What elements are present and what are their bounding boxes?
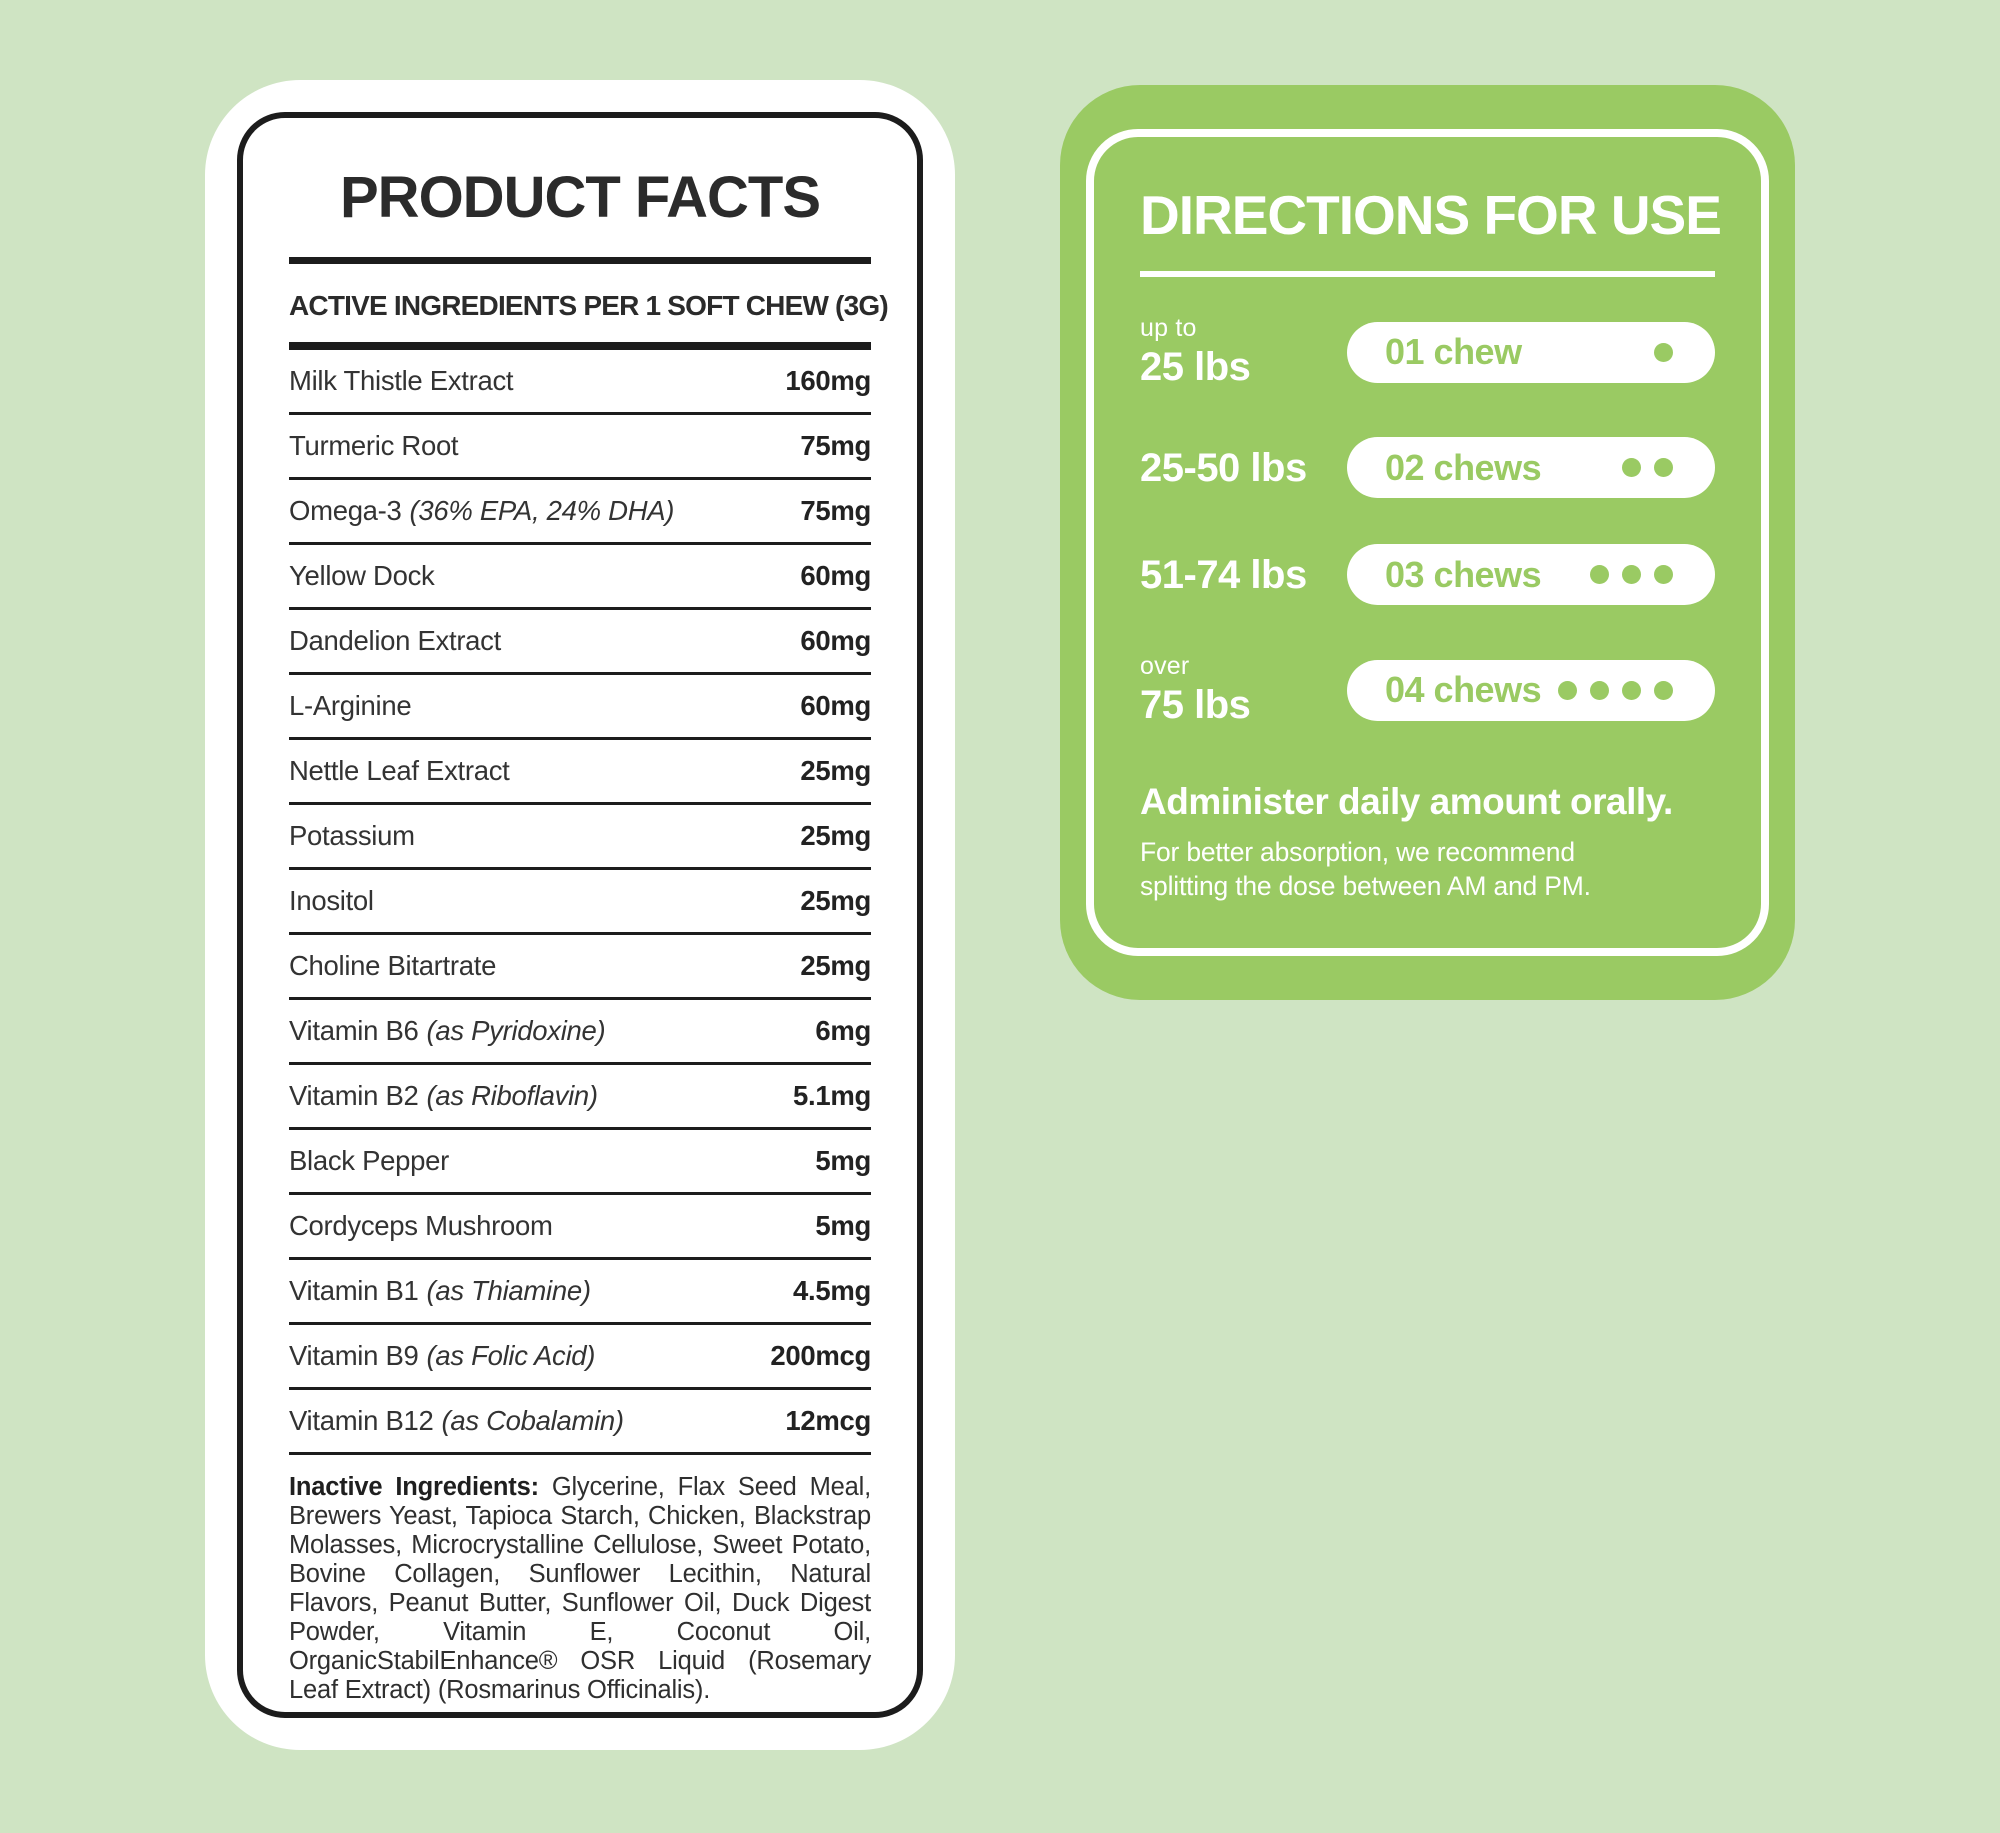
ingredient-amount: 4.5mg xyxy=(793,1275,871,1306)
ingredient-amount: 25mg xyxy=(800,950,871,981)
ingredient-amount: 25mg xyxy=(800,885,871,916)
ingredient-name: Omega-3 (36% EPA, 24% DHA) xyxy=(289,495,675,526)
ingredient-row xyxy=(289,545,871,610)
dosage-rows xyxy=(1140,313,1715,729)
ingredient-row xyxy=(289,480,871,545)
ingredient-amount: 25mg xyxy=(800,820,871,851)
ingredient-row xyxy=(289,870,871,935)
ingredient-amount: 6mg xyxy=(815,1015,871,1046)
ingredient-row xyxy=(289,1130,871,1195)
ingredient-row xyxy=(289,1065,871,1130)
chew-dot xyxy=(1622,458,1641,477)
ingredient-note: (as Riboflavin) xyxy=(426,1080,598,1111)
dosage-row xyxy=(1140,651,1715,729)
ingredient-row xyxy=(289,350,871,415)
inactive-ingredients xyxy=(289,1473,871,1705)
administer-heading: Administer daily amount orally. xyxy=(1140,781,1673,822)
ingredient-amount: 25mg xyxy=(800,755,871,786)
ingredient-row xyxy=(289,935,871,1000)
weight-label xyxy=(1140,444,1307,492)
ingredient-note: (as Folic Acid) xyxy=(426,1340,596,1371)
ingredient-name: Vitamin B9 (as Folic Acid) xyxy=(289,1340,596,1371)
dosage-row xyxy=(1140,544,1715,605)
ingredient-name: Black Pepper xyxy=(289,1145,449,1176)
dose-pill xyxy=(1347,437,1715,498)
weight-label xyxy=(1140,551,1307,599)
dose-pill xyxy=(1347,544,1715,605)
dose-pill xyxy=(1347,660,1715,721)
ingredient-name: Inositol xyxy=(289,885,374,916)
weight-value: 25 lbs xyxy=(1140,345,1251,389)
ingredient-row xyxy=(289,1390,871,1455)
dose-dots xyxy=(1558,681,1673,700)
ingredient-row xyxy=(289,1195,871,1260)
dose-label: 02 chews xyxy=(1385,446,1542,488)
chew-dot xyxy=(1558,681,1577,700)
ingredient-row xyxy=(289,610,871,675)
ingredient-name: Yellow Dock xyxy=(289,560,435,591)
dose-label: 04 chews xyxy=(1385,669,1542,710)
directions-title: DIRECTIONS FOR USE xyxy=(1140,184,1721,246)
weight-label xyxy=(1140,313,1250,391)
ingredient-row xyxy=(289,415,871,480)
ingredient-row xyxy=(289,1325,871,1390)
chew-dot xyxy=(1590,565,1609,584)
ingredient-name: Choline Bitartrate xyxy=(289,950,497,981)
ingredient-row xyxy=(289,740,871,805)
active-ingredients-heading: ACTIVE INGREDIENTS PER 1 SOFT CHEW (3G) xyxy=(289,290,888,321)
ingredient-name: Vitamin B12 (as Cobalamin) xyxy=(289,1405,624,1436)
ingredient-name: Dandelion Extract xyxy=(289,625,501,656)
ingredient-amount: 75mg xyxy=(800,430,871,461)
ingredient-name: Milk Thistle Extract xyxy=(289,365,514,396)
product-facts-card xyxy=(205,80,955,1750)
ingredient-amount: 12mcg xyxy=(785,1405,871,1436)
ingredient-amount: 60mg xyxy=(800,560,871,591)
ingredient-row xyxy=(289,805,871,870)
ingredient-row xyxy=(289,675,871,740)
dosage-row xyxy=(1140,437,1715,498)
directions-title-divider xyxy=(1140,271,1715,277)
dose-pill xyxy=(1347,322,1715,383)
dosage-row xyxy=(1140,313,1715,391)
ingredient-row xyxy=(289,1260,871,1325)
product-facts-title: PRODUCT FACTS xyxy=(340,165,820,230)
chew-dot xyxy=(1622,681,1641,700)
ingredient-name: Vitamin B2 (as Riboflavin) xyxy=(289,1080,598,1111)
ingredient-amount: 60mg xyxy=(800,625,871,656)
administer-note: For better absorption, we recommend splitting the dose between AM and PM. xyxy=(1140,837,1591,901)
weight-label xyxy=(1140,651,1250,729)
ingredient-amount: 60mg xyxy=(800,690,871,721)
ingredient-name: Vitamin B1 (as Thiamine) xyxy=(289,1275,591,1306)
ingredient-amount: 5mg xyxy=(815,1210,871,1241)
chew-dot xyxy=(1654,458,1673,477)
chew-dot xyxy=(1590,681,1609,700)
ingredient-note: (as Cobalamin) xyxy=(441,1405,624,1436)
ingredient-amount: 75mg xyxy=(800,495,871,526)
dose-label: 03 chews xyxy=(1385,553,1542,595)
directions-border xyxy=(1086,129,1769,956)
inactive-ingredients-text: Glycerine, Flax Seed Meal, Brewers Yeast, Tapioca Starch, Chicken, Blackstrap Molasses, Microcrystalline Cellulose, Sweet Potato, Bovine Collagen, Sunflower Lecithin, Natural Flavors, Peanut Butter, Sunflower Oil, Duck Digest Powder, Vitamin E, Coconut Oil, OrganicStabilEnhance® OSR Liquid (Rosemary Leaf Extract) (Rosmarinus Officinalis). xyxy=(289,1473,871,1704)
directions-card xyxy=(1060,85,1795,1000)
dose-dots xyxy=(1654,343,1673,362)
chew-dot xyxy=(1654,565,1673,584)
title-divider xyxy=(289,257,871,264)
ingredient-amount: 200mcg xyxy=(770,1340,871,1371)
weight-value: 25-50 lbs xyxy=(1140,445,1307,490)
ingredient-note: (as Pyridoxine) xyxy=(426,1015,606,1046)
weight-value: 75 lbs xyxy=(1140,683,1251,727)
weight-value: 51-74 lbs xyxy=(1140,552,1307,597)
ingredients-table xyxy=(289,342,871,1455)
ingredient-name: Vitamin B6 (as Pyridoxine) xyxy=(289,1015,606,1046)
ingredient-note: (as Thiamine) xyxy=(426,1275,591,1306)
dose-dots xyxy=(1590,565,1673,584)
chew-dot xyxy=(1654,343,1673,362)
ingredient-note: (36% EPA, 24% DHA) xyxy=(409,495,675,526)
ingredient-name: L-Arginine xyxy=(289,690,412,721)
ingredient-name: Turmeric Root xyxy=(289,430,459,461)
ingredient-row xyxy=(289,1000,871,1065)
dose-dots xyxy=(1622,458,1673,477)
weight-prefix: up to xyxy=(1140,314,1197,342)
ingredient-name: Nettle Leaf Extract xyxy=(289,755,510,786)
inactive-ingredients-label: Inactive Ingredients: xyxy=(289,1473,552,1501)
chew-dot xyxy=(1654,681,1673,700)
product-facts-border xyxy=(237,112,923,1718)
weight-prefix: over xyxy=(1140,652,1190,680)
ingredient-amount: 5mg xyxy=(815,1145,871,1176)
dose-label: 01 chew xyxy=(1385,331,1522,372)
ingredient-name: Potassium xyxy=(289,820,415,851)
ingredient-amount: 5.1mg xyxy=(793,1080,871,1111)
ingredient-name: Cordyceps Mushroom xyxy=(289,1210,553,1241)
ingredient-amount: 160mg xyxy=(785,365,871,396)
chew-dot xyxy=(1622,565,1641,584)
